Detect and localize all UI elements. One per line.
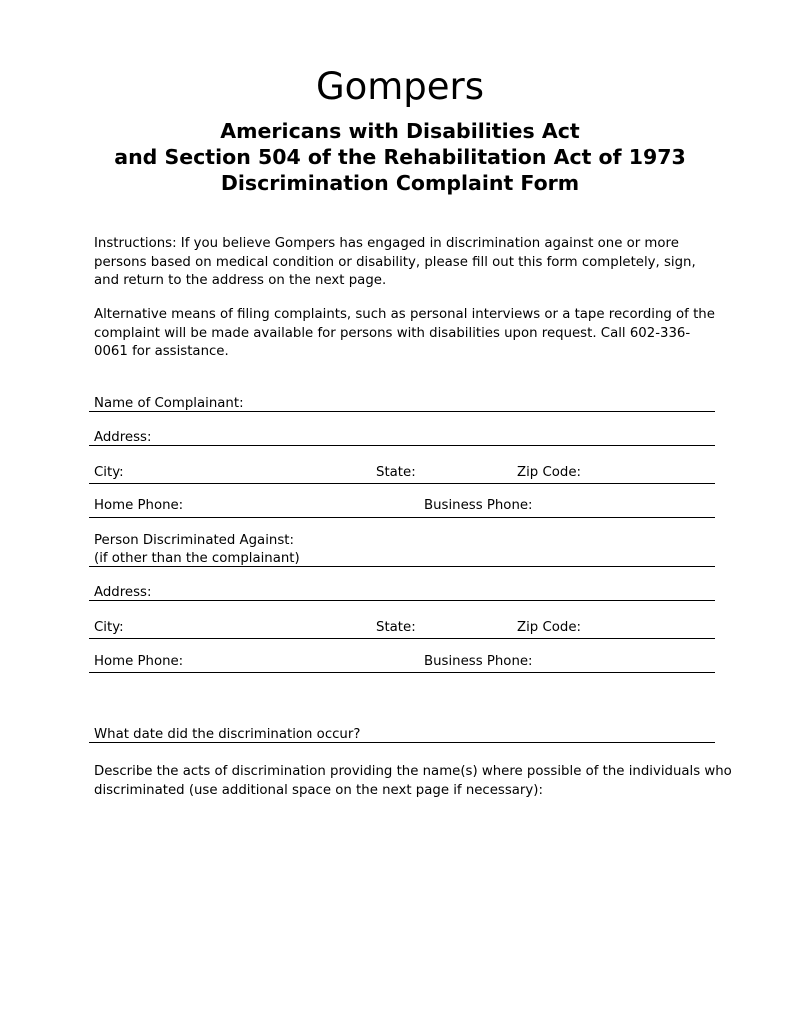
complainant-address-label: Address: [94, 430, 152, 445]
person-city-state-zip-row[interactable] [89, 619, 715, 639]
person-discriminated-label: Person Discriminated Against: [94, 533, 294, 548]
person-business-phone-label: Business Phone: [424, 654, 533, 669]
person-state-label: State: [376, 620, 416, 635]
person-home-phone-label: Home Phone: [94, 654, 184, 669]
person-discriminated-sublabel: (if other than the complainant) [94, 551, 300, 566]
complainant-home-phone-label: Home Phone: [94, 498, 184, 513]
title-line-2: and Section 504 of the Rehabilitation Act of 1973 [114, 145, 686, 169]
describe-acts-label: Describe the acts of discrimination providing the name(s) where possible of the individuals who discriminated (use additional space on the next page if necessary): [94, 764, 732, 798]
complainant-business-phone-label: Business Phone: [424, 498, 533, 513]
title-line-1: Americans with Disabilities Act [220, 119, 580, 143]
instructions-paragraph: Instructions: If you believe Gompers has engaged in discrimination against one or more persons based on medical condition or disability, please fill out this form completely, sign, and return to the address on the next page. [94, 236, 696, 288]
title-line-3: Discrimination Complaint Form [220, 171, 580, 195]
complainant-city-state-zip-row[interactable] [89, 464, 715, 484]
person-address-field[interactable] [89, 585, 715, 601]
person-phone-row[interactable] [89, 653, 715, 673]
complainant-name-label: Name of Complainant: [94, 396, 244, 411]
organization-name: Gompers [315, 65, 485, 108]
complainant-zip-label: Zip Code: [517, 465, 581, 480]
complainant-name-field[interactable] [89, 396, 715, 412]
alternative-means-paragraph: Alternative means of filing complaints, such as personal interviews or a tape recording of the complaint will be made available for persons with disabilities upon request. Call 602-336-0061 for assistance. [94, 307, 715, 359]
discrimination-date-label: What date did the discrimination occur? [94, 727, 361, 742]
person-zip-label: Zip Code: [517, 620, 581, 635]
complainant-state-label: State: [376, 465, 416, 480]
complainant-address-field[interactable] [89, 430, 715, 446]
discrimination-date-field[interactable] [89, 727, 715, 743]
complainant-city-label: City: [94, 465, 124, 480]
person-address-label: Address: [94, 585, 152, 600]
person-city-label: City: [94, 620, 124, 635]
form-title [0, 118, 800, 196]
person-discriminated-field[interactable] [89, 532, 715, 567]
complainant-phone-row[interactable] [89, 497, 715, 518]
